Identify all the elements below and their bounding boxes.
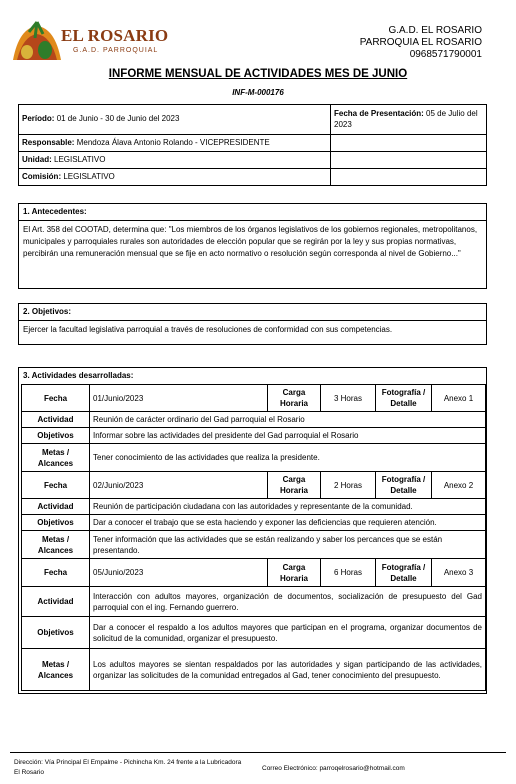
metas-value: Tener conocimiento de las actividades que realiza la presidente.	[90, 444, 486, 472]
fotografia-label: Fotografía / Detalle	[376, 472, 432, 499]
document-title: INFORME MENSUAL DE ACTIVIDADES MES DE JUNIO	[108, 68, 408, 80]
fecha-value: 01/Junio/2023	[90, 385, 268, 412]
empty-cell	[331, 169, 487, 186]
periodo-label: Período:	[22, 114, 55, 124]
comision-value: LEGISLATIVO	[63, 171, 115, 181]
comision-cell	[19, 169, 331, 186]
fecha-value: 05/Junio/2023	[90, 559, 268, 587]
objetivos-section	[18, 303, 487, 345]
objetivos-label: Objetivos	[22, 617, 90, 649]
footer-divider	[10, 752, 506, 753]
objetivos-value: Dar a conocer el respaldo a los adultos mayores que participan en el programa, organizar documentos de solicitud de la comunidad, organizar el presupuesto.	[90, 617, 486, 649]
metas-row	[22, 649, 486, 691]
activity-header-row	[22, 472, 486, 499]
actividad-label: Actividad	[22, 587, 90, 617]
metas-row	[22, 444, 486, 472]
horas-value: 2 Horas	[321, 472, 376, 499]
organization-header	[360, 25, 482, 61]
fecha-label: Fecha	[22, 559, 90, 587]
fotografia-label: Fotografía / Detalle	[376, 559, 432, 587]
periodo-value: 01 de Junio - 30 de Junio del 2023	[56, 114, 180, 124]
empty-cell	[331, 135, 487, 152]
metas-label: Metas / Alcances	[22, 531, 90, 559]
actividades-table	[21, 384, 486, 691]
activity-row	[22, 499, 486, 515]
fotografia-label: Fotografía / Detalle	[376, 385, 432, 412]
org-phone: 0968571790001	[409, 49, 482, 60]
unidad-value: LEGISLATIVO	[54, 154, 106, 164]
objetivos-label: Objetivos	[22, 428, 90, 444]
anexo-value: Anexo 3	[432, 559, 486, 587]
comision-label: Comisión:	[22, 171, 62, 181]
metas-value: Los adultos mayores se sientan respaldados por las autoridades y sigan participando de las actividades, organizar las solicitudes de la comunidad entregados al Gad, tener conocimiento del presupuesto.	[90, 649, 486, 691]
actividades-section	[18, 367, 487, 694]
fecha-presentacion-value: 05 de Julio del 2023	[334, 109, 478, 129]
actividades-heading: 3. Actividades desarrolladas:	[23, 371, 134, 380]
antecedentes-body: El Art. 358 del COOTAD, determina que: "Los miembros de los órganos legislativos de los gobiernos regionales, metropolitanos, municipales y parroquiales rurales son autoridades de elección popular que se regirán por la ley y sus propias normativas, percibirán una remuneración mensual que se fije en acto normativo o resolución según corresponda al nivel de Gobierno..."	[23, 225, 478, 258]
fecha-value: 02/Junio/2023	[90, 472, 268, 499]
logo-title: EL ROSARIO	[61, 26, 169, 45]
activity-header-row	[22, 385, 486, 412]
footer-address: Dirección: Vía Principal El Empalme - Pichincha Km. 24 frente a la Lubricadora El Rosario	[14, 759, 242, 776]
carga-horaria-label: Carga Horaria	[268, 385, 321, 412]
metas-label: Metas / Alcances	[22, 649, 90, 691]
metas-label: Metas / Alcances	[22, 444, 90, 472]
fecha-label: Fecha	[22, 472, 90, 499]
responsable-label: Responsable:	[22, 137, 75, 147]
carga-horaria-label: Carga Horaria	[268, 559, 321, 587]
actividad-value: Interacción con adultos mayores, organización de documentos, socialización de presupuesto del Gad parroquial con el ing. Fernando guerrero.	[90, 587, 486, 617]
activity-header-row	[22, 559, 486, 587]
logo	[11, 20, 169, 62]
objetivos-body: Ejercer la facultad legislativa parroquial a través de resoluciones de conformidad con sus competencias.	[23, 325, 393, 334]
objetivos-value: Informar sobre las actividades del presidente del Gad parroquial el Rosario	[90, 428, 486, 444]
activity-row	[22, 412, 486, 428]
info-table	[18, 104, 487, 186]
fecha-label: Fecha	[22, 385, 90, 412]
objetivos-row	[22, 617, 486, 649]
anexo-value: Anexo 1	[432, 385, 486, 412]
actividad-label: Actividad	[22, 412, 90, 428]
objetivos-label: Objetivos	[22, 515, 90, 531]
activity-row	[22, 587, 486, 617]
responsable-cell	[19, 135, 331, 152]
logo-emblem-icon	[11, 20, 65, 62]
document-code: INF-M-000176	[232, 88, 284, 97]
unidad-cell	[19, 152, 331, 169]
actividad-label: Actividad	[22, 499, 90, 515]
periodo-cell	[19, 105, 331, 135]
objetivos-row	[22, 428, 486, 444]
horas-value: 6 Horas	[321, 559, 376, 587]
horas-value: 3 Horas	[321, 385, 376, 412]
unidad-label: Unidad:	[22, 154, 52, 164]
logo-subtitle: G.A.D. PARROQUIAL	[73, 47, 159, 54]
antecedentes-section	[18, 203, 487, 289]
anexo-value: Anexo 2	[432, 472, 486, 499]
org-parish: PARROQUIA EL ROSARIO	[359, 37, 482, 48]
empty-cell	[331, 152, 487, 169]
antecedentes-heading: 1. Antecedentes:	[19, 204, 486, 221]
responsable-value: Mendoza Álava Antonio Rolando - VICEPRESIDENTE	[76, 137, 270, 147]
actividad-value: Reunión de carácter ordinario del Gad parroquial el Rosario	[90, 412, 486, 428]
metas-row	[22, 531, 486, 559]
footer-email: Correo Electrónico: parroqelrosario@hotmail.com	[262, 765, 405, 772]
actividad-value: Reunión de participación ciudadana con las autoridades y representante de la comunidad.	[90, 499, 486, 515]
fecha-presentacion-cell	[331, 105, 487, 135]
fecha-presentacion-label: Fecha de Presentación:	[334, 109, 424, 118]
carga-horaria-label: Carga Horaria	[268, 472, 321, 499]
objetivos-value: Dar a conocer el trabajo que se esta haciendo y exponer las deficiencias que requieren atención.	[90, 515, 486, 531]
org-name: G.A.D. EL ROSARIO	[388, 25, 482, 36]
objetivos-heading: 2. Objetivos:	[19, 304, 486, 321]
metas-value: Tener información que las actividades que se están realizando y saber los percances que se están presentando.	[90, 531, 486, 559]
objetivos-row	[22, 515, 486, 531]
